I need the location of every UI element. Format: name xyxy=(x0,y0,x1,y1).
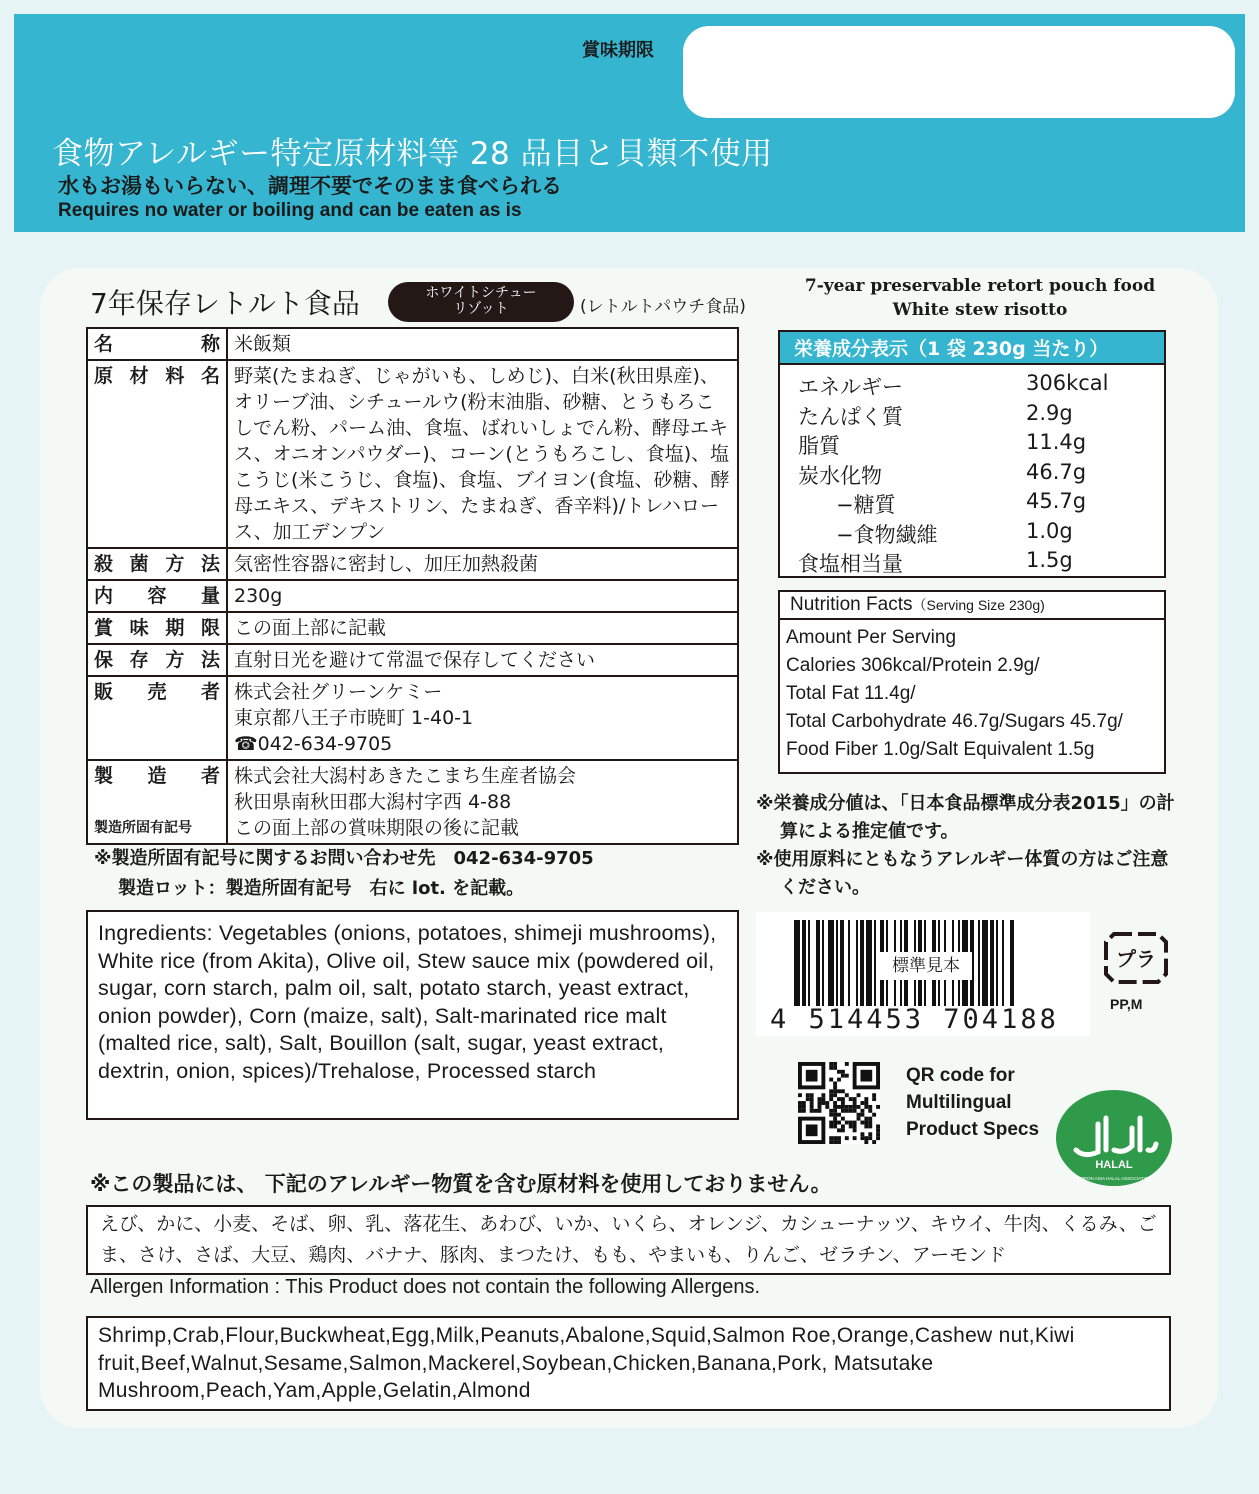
nutrition-line: Calories 306kcal/Protein 2.9g/ xyxy=(786,655,1040,676)
nutrition-table-jp xyxy=(778,330,1166,578)
no-water-text-jp: 水もお湯もいらない、調理不要でそのまま食べられる xyxy=(58,174,562,198)
spec-value: この面上部に記載 xyxy=(227,612,738,644)
allergen-list-jp: えび、かに、小麦、そば、卵、乳、落花生、あわび、いか、いくら、オレンジ、カシューナッツ、キウイ、牛肉、くるみ、ごま、さけ、さば、大豆、鶏肉、バナナ、豚肉、まつたけ、もも、やまいも、りんご、ゼラチン、アーモンド xyxy=(86,1205,1171,1275)
nutrition-header-en xyxy=(780,592,1164,620)
maker-sub-key: 製造所固有記号 xyxy=(94,820,192,836)
spec-value xyxy=(227,760,738,844)
seller-name: 株式会社グリーンケミー xyxy=(234,681,443,703)
spec-value: 気密性容器に密封し、加圧加熱殺菌 xyxy=(227,548,738,580)
ingredients-en: Ingredients: Vegetables (onions, potatoes, shimeji mushrooms), White rice (from Akita), Olive oil, Stew sauce mix (powdered oil, sugar, corn starch, palm oil, salt, potato starch, yeast extract, onion powder), Corn (maize, salt), Salt-marinated rice malt (malted rice, salt), Salt, Bouillon (salt, sugar, yeast extract, dextrin, onion, spices)/Trehalose, Processed starch xyxy=(86,910,739,1120)
spec-key: 原材料名 xyxy=(87,360,227,548)
nutrition-line: Food Fiber 1.0g/Salt Equivalent 1.5g xyxy=(786,739,1095,760)
nutrient-value: 1.5g xyxy=(1026,548,1073,572)
nutrition-row xyxy=(780,369,1164,399)
spec-key: 保存方法 xyxy=(87,644,227,676)
nutrient-label: 炭水化物 xyxy=(798,463,882,488)
maker-code: この面上部の賞味期限の後に記載 xyxy=(234,817,520,839)
qr-caption xyxy=(906,1062,1039,1143)
table-row xyxy=(87,360,738,548)
qr-caption-line: QR code for xyxy=(906,1065,1015,1086)
recycle-mark-text: プラ xyxy=(1116,947,1156,971)
nutrition-header-title: Nutrition Facts xyxy=(790,594,913,615)
table-row xyxy=(87,676,738,760)
no-water-text-en: Requires no water or boiling and can be eaten as is xyxy=(58,200,522,221)
expiry-date-box xyxy=(683,26,1235,118)
spec-value: 230g xyxy=(227,580,738,612)
spec-table xyxy=(86,327,739,845)
qr-caption-line: Multilingual xyxy=(906,1092,1012,1113)
nutrition-row xyxy=(780,428,1164,458)
nutrition-header-jp: 栄養成分表示（1 袋 230g 当たり） xyxy=(780,332,1164,365)
nutrition-notes xyxy=(756,790,1176,902)
spec-key: 名称 xyxy=(87,328,227,360)
table-row xyxy=(87,580,738,612)
expiry-label: 賞味期限 xyxy=(582,40,654,61)
nutrition-row xyxy=(780,399,1164,429)
nutrition-row xyxy=(780,487,1164,517)
nutrition-line: Total Carbohydrate 46.7g/Sugars 45.7g/ xyxy=(786,711,1123,732)
qr-code-icon xyxy=(798,1062,880,1144)
pill-line-1: ホワイトシチュー xyxy=(425,285,537,301)
nutrient-value: 1.0g xyxy=(1026,518,1073,543)
spec-value: 直射日光を避けて常温で保存してください xyxy=(227,644,738,676)
nutrition-line: Total Fat 11.4g/ xyxy=(786,683,916,704)
note-2: ※使用原料にともなうアレルギー体質の方はご注意ください。 xyxy=(756,849,1169,898)
pill-line-2: リゾット xyxy=(453,301,509,317)
maker-key: 製造者 xyxy=(94,765,220,787)
recycle-code: PP,M xyxy=(1110,996,1143,1012)
spec-key: 販売者 xyxy=(87,676,227,760)
allergen-note-jp: ※この製品には、 下記のアレルギー物質を含む原材料を使用しておりません。 xyxy=(90,1172,832,1196)
halal-logo-icon xyxy=(1054,1088,1174,1188)
spec-key: 賞味期限 xyxy=(87,612,227,644)
contact-line-1: ※製造所固有記号に関するお問い合わせ先 042-634-9705 xyxy=(94,848,594,869)
nutrient-label: 食塩相当量 xyxy=(798,552,903,576)
table-row xyxy=(87,760,738,844)
nutrient-label: たんぱく質 xyxy=(798,404,903,429)
halal-association: NIPPON ASIA HALAL ASSOCIATION xyxy=(1076,1176,1152,1181)
nutrient-value: 2.9g xyxy=(1026,400,1073,425)
nutrition-facts-en xyxy=(778,590,1166,774)
nutrition-header-serving: （Serving Size 230g) xyxy=(912,597,1045,613)
nutrient-value: 45.7g xyxy=(1026,489,1087,513)
spec-key: 殺菌方法 xyxy=(87,548,227,580)
title-en-line-1: 7-year preservable retort pouch food xyxy=(804,276,1156,296)
contact-line-2: 製造ロット：製造所固有記号 右に lot. を記載。 xyxy=(118,878,525,899)
spec-key xyxy=(87,760,227,844)
barcode-number: 4 514453 704188 xyxy=(770,1004,1059,1035)
seller-address: 東京都八王子市暁町 1-40-1 xyxy=(234,707,474,729)
nutrition-row xyxy=(780,517,1164,547)
nutrient-value: 11.4g xyxy=(1026,430,1087,454)
pla-recycle-icon xyxy=(1100,928,1172,988)
nutrition-line: Amount Per Serving xyxy=(786,627,957,648)
nutrition-row xyxy=(780,546,1164,576)
spec-value: 米飯類 xyxy=(227,328,738,360)
qr-caption-line: Product Specs xyxy=(906,1119,1040,1140)
table-row xyxy=(87,644,738,676)
title-en-line-2: White stew risotto xyxy=(892,300,1068,320)
product-title-jp: 7年保存レトルト食品 xyxy=(90,287,360,320)
seller-phone: ☎042-634-9705 xyxy=(234,733,393,755)
allergy-free-heading: 食物アレルギー特定原材料等 28 品目と貝類不使用 xyxy=(52,136,773,172)
table-row xyxy=(87,548,738,580)
nutrient-label: エネルギー xyxy=(798,375,903,399)
spec-value xyxy=(227,676,738,760)
nutrient-label: 脂質 xyxy=(798,434,840,458)
nutrient-value: 46.7g xyxy=(1026,459,1087,484)
note-1: ※栄養成分値は、「日本食品標準成分表2015」の計算による推定値です。 xyxy=(756,793,1175,842)
nutrient-value: 306kcal xyxy=(1026,371,1109,395)
allergen-note-en: Allergen Information : This Product does not contain the following Allergens. xyxy=(90,1276,761,1298)
table-row xyxy=(87,328,738,360)
nutrient-label: −食物繊維 xyxy=(836,522,938,547)
product-title-en xyxy=(780,274,1180,322)
nutrition-row xyxy=(780,458,1164,488)
barcode-sample-tag: 標準見本 xyxy=(880,952,972,980)
barcode xyxy=(756,912,1090,1036)
product-name-pill xyxy=(388,282,574,322)
spec-key: 内容量 xyxy=(87,580,227,612)
allergen-list-en: Shrimp,Crab,Flour,Buckwheat,Egg,Milk,Peanuts,Abalone,Squid,Salmon Roe,Orange,Cashew nut,Kiwi fruit,Beef,Walnut,Sesame,Salmon,Mackerel,Soybean,Chicken,Banana,Pork, Matsutake Mushroom,Peach,Yam,Apple,Gelatin,Almond xyxy=(86,1316,1171,1411)
spec-value: 野菜(たまねぎ、じゃがいも、しめじ)、白米(秋田県産)、オリーブ油、シチュールウ(粉末油脂、砂糖、とうもろこしでん粉、パーム油、食塩、ばれいしょでん粉、酵母エキス、オニオンパウダー)、コーン(とうもろこし、食塩)、塩こうじ(米こうじ、食塩)、食塩、ブイヨン(食塩、砂糖、酵母エキス、デキストリン、たまねぎ、香辛料)/トレハロース、加工デンプン xyxy=(227,360,738,548)
maker-address: 秋田県南秋田郡大潟村字西 4-88 xyxy=(234,791,512,813)
table-row xyxy=(87,612,738,644)
nutrient-label: −糖質 xyxy=(836,493,896,517)
maker-name: 株式会社大潟村あきたこまち生産者協会 xyxy=(234,765,577,787)
product-type-jp: (レトルトパウチ食品) xyxy=(580,297,746,317)
halal-label: HALAL xyxy=(1095,1159,1133,1171)
